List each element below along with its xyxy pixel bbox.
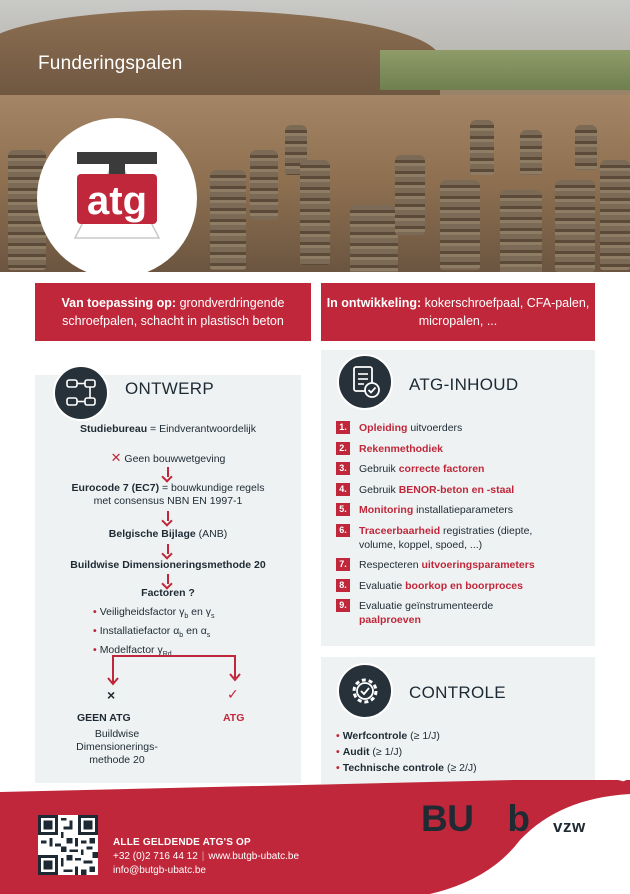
- cross-icon: ✕: [110, 450, 122, 465]
- list-item: 1. Opleiding uitvoerders: [336, 421, 586, 435]
- footer-phone[interactable]: +32 (0)2 716 44 12: [113, 851, 198, 862]
- bijlage-line: Belgische Bijlage (ANB): [108, 528, 228, 540]
- inhoud-list: [336, 421, 586, 634]
- footer-contact: ALLE GELDENDE ATG'S OP +32 (0)2 716 44 12 | www.butgb-ubatc.be info@butgb-ubatc.be: [113, 837, 300, 876]
- list-item: 8. Evaluatie boorkop en boorproces: [336, 579, 586, 593]
- list-item: • Technische controle (≥ 2/J): [336, 762, 477, 774]
- list-item: 5. Monitoring installatieparameters: [336, 503, 586, 517]
- arrow-down-icon: [167, 467, 169, 477]
- ontwerp-title: ONTWERP: [125, 379, 214, 398]
- list-item: • Modelfactor $\gamma_{Rd}$: [93, 644, 172, 659]
- eurocode-line: Eurocode 7 (EC7) = bouwkundige regels met consensus NBN EN 1997-1: [71, 482, 265, 507]
- arrow-down-icon: [167, 544, 169, 554]
- logo-text: atg: [87, 179, 147, 223]
- buildwise-line: Buildwise Dimensioneringsmethode 20: [70, 559, 266, 571]
- buildwise-method-text: Buildwise Dimensionerings- methode 20: [76, 728, 158, 766]
- development-label: In ontwikkeling:: [326, 296, 422, 310]
- scope-text: grondverdringende schroefpalen, schacht in plastisch beton: [62, 296, 285, 328]
- list-item: 7. Respecteren uitvoeringsparameters: [336, 558, 586, 572]
- footer-website-link[interactable]: www.butgb-ubatc.be: [208, 851, 300, 862]
- atg-label: ATG: [223, 712, 245, 724]
- scope-banner: [35, 283, 311, 341]
- controle-title: CONTROLE: [409, 683, 506, 702]
- gear-check-icon: [337, 663, 393, 719]
- list-item: • Installatiefactor $\alpha_b$ en $\alpha_s$: [93, 625, 211, 640]
- development-banner: [321, 283, 595, 341]
- butgb-logo: BUtgb: [421, 798, 530, 839]
- list-item: 9. Evaluatie geïnstrumenteerde paalproeven: [336, 599, 586, 627]
- footer-heading: ALLE GELDENDE ATG'S OP: [113, 837, 251, 848]
- controle-list: [336, 728, 477, 776]
- inhoud-title: ATG-INHOUD: [409, 375, 519, 394]
- list-item: 4. Gebruik BENOR-beton en -staal: [336, 483, 586, 497]
- flowchart-icon: [53, 365, 109, 421]
- arrow-down-icon: [167, 511, 169, 521]
- studiebureau-line: Studiebureau = Eindverantwoordelijk: [80, 423, 256, 435]
- arrow-down-icon: [167, 574, 169, 584]
- qr-code[interactable]: [38, 815, 98, 875]
- ontwerp-card: [35, 375, 301, 783]
- check-mark-icon: ✓: [227, 686, 239, 702]
- brand-vzw: vzw: [553, 817, 586, 836]
- document-check-icon: [337, 354, 393, 410]
- list-item: 3. Gebruik correcte factoren: [336, 462, 586, 476]
- list-item: • Werfcontrole (≥ 1/J): [336, 730, 440, 742]
- branch-arrows: [35, 650, 301, 700]
- footer-email-link[interactable]: info@butgb-ubatc.be: [113, 865, 206, 876]
- atg-logo: [37, 118, 197, 278]
- geen-atg-label: GEEN ATG: [77, 712, 131, 724]
- factoren-line: Factoren ?: [141, 587, 195, 599]
- list-item: 6. Traceerbaarheid registraties (diepte, volume, koppel, spoed, ...): [336, 524, 586, 552]
- no-mark-icon: ×: [107, 687, 116, 703]
- geen-bouwwet-line: ✕ Geen bouwwetgeving: [110, 450, 226, 465]
- page-title: Funderingspalen: [38, 53, 183, 74]
- list-item: • Veiligheidsfactor $\gamma_b$ en $\gamma_s$: [93, 606, 215, 621]
- list-item: 2. Rekenmethodiek: [336, 442, 586, 456]
- development-text: kokerschroefpaal, CFA-palen, micropalen, ...: [418, 296, 590, 328]
- scope-label: Van toepassing op:: [61, 296, 177, 310]
- list-item: • Audit (≥ 1/J): [336, 746, 403, 758]
